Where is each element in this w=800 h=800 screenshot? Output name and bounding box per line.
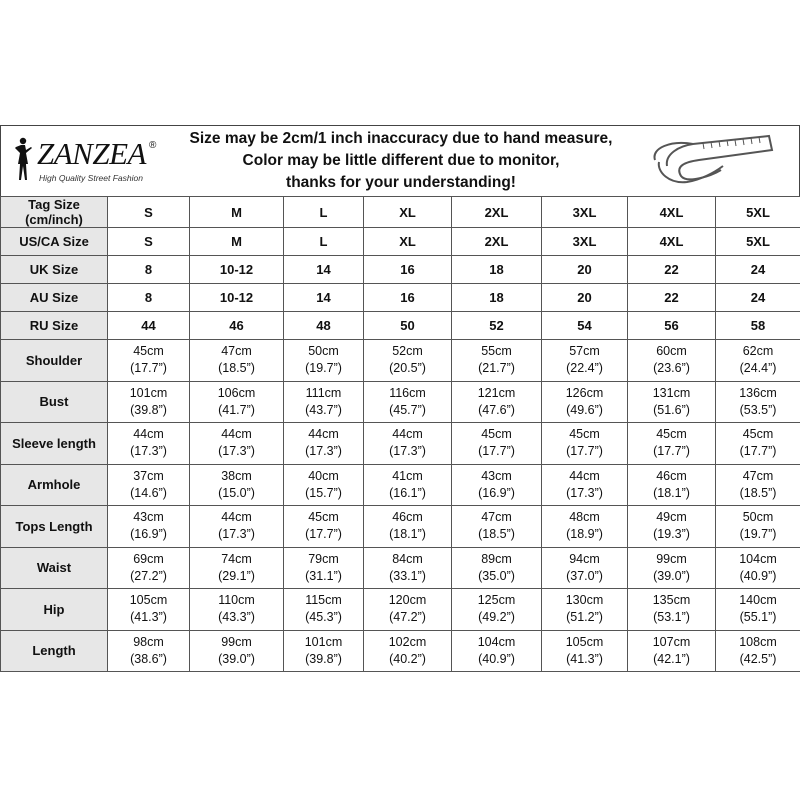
measurement-cell	[542, 340, 628, 382]
inch-value: (42.1”)	[653, 651, 690, 666]
measurement-cell	[108, 630, 190, 672]
size-cell: 44	[108, 312, 190, 340]
size-cell: 8	[108, 284, 190, 312]
measurement-cell	[108, 340, 190, 382]
cm-value: 44cm	[392, 427, 423, 442]
cm-value: 44cm	[221, 427, 252, 442]
measurement-cell	[716, 589, 800, 631]
cm-value: 104cm	[477, 634, 516, 649]
inch-value: (17.7”)	[566, 444, 603, 459]
brand-name: ZANZEA	[37, 136, 146, 171]
size-cell: 58	[716, 312, 800, 340]
inch-value: (16.9”)	[478, 485, 515, 500]
measurement-cell	[542, 423, 628, 465]
measurement-cell	[628, 464, 716, 506]
inch-value: (33.1”)	[389, 568, 426, 583]
row-label: AU Size	[1, 284, 108, 312]
inch-value: (19.7”)	[305, 361, 342, 376]
size-cell: 4XL	[628, 228, 716, 256]
row-label: Length	[1, 630, 108, 672]
cm-value: 79cm	[308, 551, 339, 566]
inch-value: (41.7”)	[218, 402, 255, 417]
cm-value: 140cm	[739, 593, 777, 608]
row-label: Hip	[1, 589, 108, 631]
cm-value: 136cm	[739, 385, 777, 400]
size-cell: 10-12	[190, 256, 284, 284]
measurement-cell	[542, 630, 628, 672]
measurement-cell	[284, 340, 364, 382]
inch-value: (18.1”)	[389, 527, 426, 542]
cm-value: 46cm	[656, 468, 687, 483]
cm-value: 111cm	[305, 385, 342, 400]
inch-value: (38.6”)	[130, 651, 167, 666]
cm-value: 62cm	[742, 344, 774, 359]
cm-value: 130cm	[565, 593, 604, 608]
size-cell: 48	[284, 312, 364, 340]
cm-value: 60cm	[656, 344, 687, 359]
inch-value: (31.1”)	[305, 568, 342, 583]
measurement-row	[1, 506, 800, 548]
measurement-cell	[284, 630, 364, 672]
measurement-cell	[716, 506, 800, 548]
size-cell: M	[190, 228, 284, 256]
measurement-cell	[452, 423, 542, 465]
measurement-row	[1, 589, 800, 631]
inch-value: (55.1”)	[739, 610, 777, 625]
inch-value: (23.6”)	[653, 361, 690, 376]
cm-value: 57cm	[569, 344, 600, 359]
inch-value: (22.4”)	[566, 361, 603, 376]
cm-value: 131cm	[652, 385, 691, 400]
cm-value: 45cm	[742, 427, 774, 442]
inch-value: (29.1”)	[218, 568, 255, 583]
cm-value: 37cm	[133, 468, 164, 483]
inch-value: (17.7”)	[653, 444, 690, 459]
cm-value: 47cm	[481, 510, 512, 525]
inch-value: (53.1”)	[653, 610, 690, 625]
cm-value: 99cm	[656, 551, 687, 566]
row-label: Tops Length	[1, 506, 108, 548]
size-row	[1, 228, 800, 256]
inch-value: (19.7”)	[739, 527, 777, 542]
row-label: Waist	[1, 547, 108, 589]
size-cell: 8	[108, 256, 190, 284]
inch-value: (20.5”)	[389, 361, 426, 376]
inch-value: (18.9”)	[566, 527, 603, 542]
cm-value: 40cm	[308, 468, 339, 483]
measurement-cell	[628, 589, 716, 631]
measurement-row	[1, 423, 800, 465]
measurement-cell	[628, 630, 716, 672]
inch-value: (19.3”)	[653, 527, 690, 542]
notice-line: Size may be 2cm/1 inch inaccuracy due to hand measure,	[189, 130, 613, 147]
measurement-cell	[452, 630, 542, 672]
measurement-cell	[452, 589, 542, 631]
inch-value: (14.6”)	[130, 485, 167, 500]
measurement-cell	[108, 506, 190, 548]
inch-value: (40.2”)	[389, 651, 426, 666]
cm-value: 52cm	[392, 344, 423, 359]
brand-tagline: High Quality Street Fashion	[39, 173, 143, 183]
size-cell: 3XL	[542, 228, 628, 256]
inch-value: (17.3”)	[218, 444, 255, 459]
cm-value: 99cm	[221, 634, 252, 649]
size-cell: 22	[628, 284, 716, 312]
cm-value: 49cm	[656, 510, 687, 525]
fashion-figure-icon	[9, 136, 37, 184]
cm-value: 115cm	[305, 593, 342, 608]
inch-value: (43.3”)	[218, 610, 255, 625]
inch-value: (47.6”)	[478, 402, 515, 417]
row-label: Armhole	[1, 464, 108, 506]
inch-value: (17.7”)	[305, 527, 342, 542]
cm-value: 50cm	[308, 344, 339, 359]
cm-value: 43cm	[481, 468, 512, 483]
notice-line: Color may be little different due to monitor,	[242, 152, 560, 169]
cm-value: 126cm	[565, 385, 604, 400]
notice-line: thanks for your understanding!	[286, 174, 516, 191]
size-cell: M	[190, 197, 284, 228]
row-label: UK Size	[1, 256, 108, 284]
size-cell: 52	[452, 312, 542, 340]
measurement-cell	[364, 423, 452, 465]
size-cell: 46	[190, 312, 284, 340]
row-label: Tag Size (cm/inch)	[1, 197, 108, 228]
size-cell: 3XL	[542, 197, 628, 228]
inch-value: (49.2”)	[478, 610, 515, 625]
measurement-row	[1, 630, 800, 672]
size-cell: L	[284, 228, 364, 256]
cm-value: 45cm	[308, 510, 339, 525]
inch-value: (16.9”)	[130, 527, 167, 542]
size-cell: 10-12	[190, 284, 284, 312]
inch-value: (49.6”)	[566, 402, 603, 417]
inch-value: (17.3”)	[305, 444, 342, 459]
inch-value: (51.2”)	[566, 610, 603, 625]
size-cell: 14	[284, 256, 364, 284]
measurement-row	[1, 340, 800, 382]
measurement-cell	[542, 506, 628, 548]
measurement-cell	[190, 340, 284, 382]
measurement-cell	[542, 464, 628, 506]
cm-value: 110cm	[218, 593, 255, 608]
size-cell: 5XL	[716, 228, 800, 256]
size-cell: 14	[284, 284, 364, 312]
cm-value: 120cm	[388, 593, 427, 608]
measurement-row	[1, 381, 800, 423]
cm-value: 116cm	[389, 385, 426, 400]
measurement-cell	[542, 589, 628, 631]
inch-value: (15.0”)	[218, 485, 255, 500]
inch-value: (39.8”)	[130, 402, 167, 417]
inch-value: (17.3”)	[566, 485, 603, 500]
measurement-cell	[628, 381, 716, 423]
inch-value: (45.7”)	[389, 402, 426, 417]
inch-value: (18.1”)	[653, 485, 690, 500]
inch-value: (41.3”)	[566, 651, 603, 666]
cm-value: 55cm	[481, 344, 512, 359]
measuring-tape-icon	[641, 126, 781, 194]
size-cell: 2XL	[452, 228, 542, 256]
size-row	[1, 312, 800, 340]
inch-value: (18.5”)	[218, 361, 255, 376]
measurement-cell	[628, 547, 716, 589]
inch-value: (41.3”)	[130, 610, 167, 625]
row-label: US/CA Size	[1, 228, 108, 256]
cm-value: 125cm	[477, 593, 516, 608]
inch-value: (24.4”)	[739, 361, 777, 376]
size-chart-sheet	[0, 125, 800, 672]
brand-logo	[9, 134, 179, 189]
inch-value: (51.6”)	[653, 402, 690, 417]
cm-value: 46cm	[392, 510, 423, 525]
measurement-cell	[716, 340, 800, 382]
size-cell: 56	[628, 312, 716, 340]
inch-value: (21.7”)	[478, 361, 515, 376]
inch-value: (40.9”)	[478, 651, 515, 666]
cm-value: 44cm	[308, 427, 339, 442]
size-cell: 18	[452, 284, 542, 312]
row-label: Shoulder	[1, 340, 108, 382]
cm-value: 44cm	[569, 468, 600, 483]
measurement-cell	[108, 547, 190, 589]
inch-value: (17.7”)	[130, 361, 167, 376]
size-cell: 5XL	[716, 197, 800, 228]
measurement-cell	[452, 464, 542, 506]
size-cell: 20	[542, 256, 628, 284]
measurement-cell	[190, 381, 284, 423]
inch-value: (39.0”)	[218, 651, 255, 666]
registered-mark: ®	[149, 140, 157, 151]
measurement-cell	[284, 381, 364, 423]
size-cell: 16	[364, 284, 452, 312]
inch-value: (39.0”)	[653, 568, 690, 583]
size-cell: S	[108, 197, 190, 228]
size-cell: 50	[364, 312, 452, 340]
size-row	[1, 256, 800, 284]
measurement-cell	[452, 506, 542, 548]
inch-value: (16.1”)	[389, 485, 426, 500]
cm-value: 44cm	[221, 510, 252, 525]
measurement-cell	[364, 589, 452, 631]
measurement-cell	[364, 340, 452, 382]
measurement-cell	[284, 464, 364, 506]
cm-value: 48cm	[569, 510, 600, 525]
measurement-cell	[190, 464, 284, 506]
inch-value: (40.9”)	[739, 568, 777, 583]
inch-value: (17.3”)	[218, 527, 255, 542]
size-cell: XL	[364, 228, 452, 256]
measurement-cell	[108, 589, 190, 631]
measurement-cell	[452, 340, 542, 382]
inch-value: (18.5”)	[478, 527, 515, 542]
inch-value: (39.8”)	[305, 651, 342, 666]
inch-value: (27.2”)	[130, 568, 167, 583]
cm-value: 105cm	[565, 634, 604, 649]
measurement-cell	[190, 423, 284, 465]
inch-value: (47.2”)	[389, 610, 426, 625]
cm-value: 107cm	[652, 634, 691, 649]
size-cell: S	[108, 228, 190, 256]
cm-value: 74cm	[221, 551, 252, 566]
cm-value: 101cm	[129, 385, 168, 400]
size-cell: 16	[364, 256, 452, 284]
inch-value: (53.5”)	[739, 402, 777, 417]
cm-value: 94cm	[569, 551, 600, 566]
size-row	[1, 197, 800, 228]
measurement-cell	[364, 630, 452, 672]
inch-value: (17.3”)	[389, 444, 426, 459]
inch-value: (42.5”)	[739, 651, 777, 666]
cm-value: 47cm	[221, 344, 252, 359]
cm-value: 106cm	[217, 385, 256, 400]
inch-value: (45.3”)	[305, 610, 342, 625]
measurement-cell	[108, 423, 190, 465]
size-cell: XL	[364, 197, 452, 228]
cm-value: 105cm	[129, 593, 168, 608]
cm-value: 47cm	[742, 468, 774, 483]
cm-value: 135cm	[652, 593, 691, 608]
cm-value: 45cm	[133, 344, 164, 359]
cm-value: 43cm	[133, 510, 164, 525]
row-label: Sleeve length	[1, 423, 108, 465]
measurement-cell	[190, 547, 284, 589]
inch-value: (35.0”)	[478, 568, 515, 583]
measurement-cell	[364, 506, 452, 548]
cm-value: 45cm	[569, 427, 600, 442]
measurement-cell	[628, 506, 716, 548]
measurement-row	[1, 547, 800, 589]
cm-value: 45cm	[481, 427, 512, 442]
cm-value: 101cm	[304, 634, 343, 649]
cm-value: 50cm	[742, 510, 774, 525]
inch-value: (15.7”)	[305, 485, 342, 500]
size-cell: 22	[628, 256, 716, 284]
measurement-cell	[108, 381, 190, 423]
cm-value: 44cm	[133, 427, 164, 442]
measurement-cell	[628, 423, 716, 465]
measurement-cell	[542, 547, 628, 589]
measurement-cell	[364, 547, 452, 589]
measurement-cell	[190, 630, 284, 672]
cm-value: 89cm	[481, 551, 512, 566]
cm-value: 102cm	[388, 634, 427, 649]
size-row	[1, 284, 800, 312]
size-cell: 2XL	[452, 197, 542, 228]
cm-value: 121cm	[477, 385, 516, 400]
measurement-cell	[284, 589, 364, 631]
measurement-cell	[716, 630, 800, 672]
cm-value: 108cm	[739, 634, 777, 649]
size-cell: 20	[542, 284, 628, 312]
measurement-cell	[628, 340, 716, 382]
measurement-cell	[542, 381, 628, 423]
measurement-cell	[716, 381, 800, 423]
measurement-row	[1, 464, 800, 506]
size-chart-header	[0, 125, 800, 196]
cm-value: 45cm	[656, 427, 687, 442]
measurement-cell	[716, 464, 800, 506]
size-table	[0, 196, 800, 672]
measurement-cell	[452, 381, 542, 423]
measurement-cell	[190, 506, 284, 548]
row-label: Bust	[1, 381, 108, 423]
measurement-cell	[364, 464, 452, 506]
inch-value: (37.0”)	[566, 568, 603, 583]
measurement-cell	[364, 381, 452, 423]
inch-value: (43.7”)	[305, 402, 342, 417]
cm-value: 104cm	[739, 551, 777, 566]
inch-value: (17.3”)	[130, 444, 167, 459]
size-cell: L	[284, 197, 364, 228]
measurement-cell	[108, 464, 190, 506]
size-cell: 4XL	[628, 197, 716, 228]
measurement-cell	[716, 547, 800, 589]
inch-value: (18.5”)	[739, 485, 777, 500]
measurement-notice	[181, 128, 621, 194]
cm-value: 84cm	[392, 551, 423, 566]
cm-value: 38cm	[221, 468, 252, 483]
measurement-cell	[452, 547, 542, 589]
inch-value: (17.7”)	[739, 444, 777, 459]
measurement-cell	[284, 506, 364, 548]
cm-value: 69cm	[133, 551, 164, 566]
size-cell: 18	[452, 256, 542, 284]
inch-value: (17.7”)	[478, 444, 515, 459]
size-cell: 54	[542, 312, 628, 340]
cm-value: 41cm	[392, 468, 423, 483]
size-cell: 24	[716, 284, 800, 312]
size-cell: 24	[716, 256, 800, 284]
cm-value: 98cm	[133, 634, 164, 649]
measurement-cell	[284, 423, 364, 465]
measurement-cell	[190, 589, 284, 631]
measurement-cell	[716, 423, 800, 465]
row-label: RU Size	[1, 312, 108, 340]
measurement-cell	[284, 547, 364, 589]
